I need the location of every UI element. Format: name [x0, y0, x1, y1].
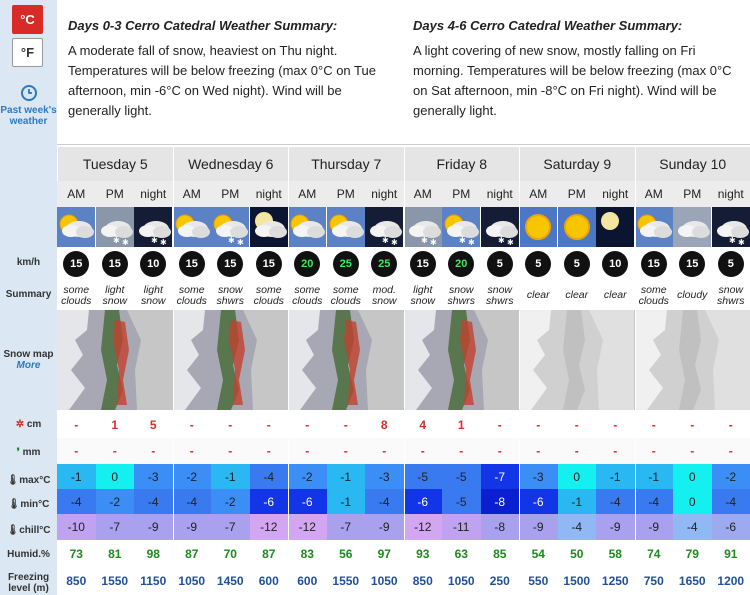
weather-summary: some clouds [61, 283, 92, 307]
freezing-level: 1050 [178, 574, 206, 588]
snow-map[interactable] [635, 310, 750, 410]
thermometer-icon: 🌡 [7, 499, 21, 510]
snow-cm: - [343, 417, 348, 432]
snow-map[interactable] [519, 310, 635, 410]
temp-chill: -11 [442, 514, 481, 540]
cloud-snow-icon [96, 207, 135, 247]
temp-chill: -9 [596, 514, 635, 540]
weather-summary: mod. snow [371, 283, 397, 307]
rain-mm: - [420, 444, 425, 458]
rain-mm: - [151, 444, 156, 458]
period-label: night [486, 187, 513, 201]
weather-summary: snow shwrs [486, 283, 514, 307]
rain-mm: - [728, 444, 733, 458]
weather-summary: light snow [140, 283, 166, 307]
wind-cell [596, 248, 635, 280]
row-label-min: 🌡min°C [7, 499, 50, 510]
day-divider [173, 145, 174, 595]
sidebar [0, 0, 57, 595]
temp-chill: -7 [327, 514, 366, 540]
svg-text:✱: ✱ [420, 236, 428, 245]
weather-summary: snow shwrs [717, 283, 745, 307]
temp-min: -6 [519, 489, 558, 514]
snowmap-more-link[interactable]: More [16, 360, 41, 371]
row-label-freezing: Freezing level (m) [7, 572, 50, 594]
freezing-level: 1250 [601, 574, 629, 588]
snow-cm: 1 [457, 417, 465, 432]
sun-icon [558, 207, 597, 247]
freezing-level: 850 [66, 574, 87, 588]
snow-cm: 5 [149, 417, 157, 432]
temp-max: -3 [134, 464, 173, 489]
wind-speed-badge: 10 [140, 251, 166, 277]
freezing-level: 1500 [563, 574, 591, 588]
snow-cm: - [728, 417, 733, 432]
day-divider [288, 145, 289, 595]
svg-text:✱: ✱ [237, 238, 244, 247]
temp-max: -2 [712, 464, 750, 489]
period-label: PM [336, 187, 355, 201]
temp-max: -2 [288, 464, 327, 489]
period-label: AM [529, 187, 548, 201]
row-label-rain: ❜ mm [16, 447, 41, 458]
moon-icon [596, 207, 635, 247]
temp-max: -3 [519, 464, 558, 489]
wind-cell [173, 248, 212, 280]
weather-summary: cloudy [677, 289, 708, 301]
sun-cloud-icon [57, 207, 96, 247]
row-label-max: 🌡max°C [6, 475, 51, 486]
snow-cm: 8 [380, 417, 388, 432]
wind-speed-badge: 20 [294, 251, 320, 277]
rain-mm: - [228, 444, 233, 458]
svg-text:✱: ✱ [468, 238, 475, 247]
rain-mm: - [574, 444, 579, 458]
period-label: PM [452, 187, 471, 201]
wind-speed-badge: 20 [448, 251, 474, 277]
humidity: 85 [493, 546, 507, 561]
wind-speed-badge: 15 [217, 251, 243, 277]
humidity: 81 [108, 546, 122, 561]
temp-min: -8 [481, 489, 520, 514]
freezing-level: 1650 [678, 574, 706, 588]
period-label: night [140, 187, 167, 201]
row-label-summary: Summary [5, 289, 52, 300]
temp-min: 0 [673, 489, 712, 514]
cloud-snow-icon [404, 207, 443, 247]
fahrenheit-button[interactable]: °F [12, 38, 43, 67]
snow-cm: - [305, 417, 310, 432]
humidity: 97 [377, 546, 391, 561]
summary-text: A light covering of new snow, mostly falling on Fri morning. Temperatures will be below freezing (max 0°C on Sat afternoon, min -8°C on Fri night). Wind will be generally light. [413, 43, 732, 118]
temp-chill: -9 [635, 514, 674, 540]
temp-max: -5 [442, 464, 481, 489]
freezing-level: 600 [297, 574, 318, 588]
rain-mm: - [651, 444, 656, 458]
snow-map[interactable] [57, 310, 173, 410]
temp-max: -7 [481, 464, 520, 489]
wind-speed-badge: 15 [410, 251, 436, 277]
sun-cloud-snow-icon [442, 207, 481, 247]
freezing-level: 1050 [370, 574, 398, 588]
temp-chill: -12 [288, 514, 327, 540]
temp-chill: -7 [211, 514, 250, 540]
rain-mm: - [74, 444, 79, 458]
day-divider [519, 145, 520, 595]
humidity: 73 [69, 546, 83, 561]
summary-days-4-6 [413, 18, 741, 121]
rain-mm: - [536, 444, 541, 458]
humidity: 87 [262, 546, 276, 561]
temp-chill: -4 [673, 514, 712, 540]
night-cloud-snow-icon [481, 207, 520, 247]
humidity: 91 [724, 546, 738, 561]
weather-summary: light snow [102, 283, 127, 307]
temp-max: -2 [173, 464, 212, 489]
humidity: 83 [300, 546, 314, 561]
rain-mm: - [305, 444, 310, 458]
period-label: PM [567, 187, 586, 201]
temp-chill: -12 [404, 514, 443, 540]
wind-cell [712, 248, 750, 280]
moon-cloud-icon [250, 207, 289, 247]
snow-map[interactable] [173, 310, 289, 410]
wind-speed-badge: 15 [256, 251, 282, 277]
svg-text:✱: ✱ [112, 236, 120, 245]
period-label: AM [298, 187, 317, 201]
wind-speed-badge: 15 [679, 251, 705, 277]
snowmap-label: Snow map [3, 349, 54, 360]
row-label-snowmap [0, 349, 57, 371]
temp-max: -1 [596, 464, 635, 489]
temp-min: -2 [211, 489, 250, 514]
weather-summary: some clouds [330, 283, 361, 307]
period-label: night [371, 187, 398, 201]
svg-text:✱: ✱ [160, 238, 167, 247]
wind-cell [327, 248, 366, 280]
period-label: AM [67, 187, 86, 201]
wind-speed-badge: 5 [525, 251, 551, 277]
weather-summary: clear [565, 289, 589, 301]
svg-text:✱: ✱ [121, 238, 129, 247]
weather-summary: clear [603, 289, 627, 301]
temp-min: -2 [96, 489, 135, 514]
sun-icon [519, 207, 558, 247]
humidity: 58 [608, 546, 622, 561]
night-cloud-snow-icon [712, 207, 750, 247]
raindrop-icon: ❜ [16, 447, 20, 458]
snow-cm: 1 [111, 417, 119, 432]
temp-max: 0 [96, 464, 135, 489]
freezing-level: 1550 [332, 574, 360, 588]
wind-cell [96, 248, 135, 280]
temp-min: -4 [57, 489, 96, 514]
snow-cm: - [613, 417, 618, 432]
summary-title: Days 4-6 Cerro Catedral Weather Summary: [413, 18, 683, 33]
rain-mm: - [613, 444, 618, 458]
wind-cell [211, 248, 250, 280]
day-header: Wednesday 6 [173, 147, 289, 181]
svg-text:✱: ✱ [429, 238, 437, 247]
sun-cloud-icon [635, 207, 674, 247]
row-label-wind: km/h [16, 257, 41, 268]
snow-cm: - [651, 417, 656, 432]
day-header: Saturday 9 [519, 147, 635, 181]
weather-summary: snow shwrs [216, 283, 244, 307]
svg-text:✱: ✱ [728, 236, 736, 245]
rain-mm: - [382, 444, 387, 458]
svg-text:✱: ✱ [391, 238, 398, 247]
temp-max: 0 [558, 464, 597, 489]
period-label: PM [221, 187, 240, 201]
rain-mm: - [266, 444, 271, 458]
wind-speed-badge: 25 [371, 251, 397, 277]
temp-chill: -9 [134, 514, 173, 540]
snow-cm: 4 [419, 417, 427, 432]
summary-title: Days 0-3 Cerro Catedral Weather Summary: [68, 18, 338, 33]
wind-cell [134, 248, 173, 280]
temp-min: -6 [250, 489, 289, 514]
wind-cell [481, 248, 520, 280]
wind-speed-badge: 5 [487, 251, 513, 277]
past-weather-link[interactable] [0, 84, 57, 127]
snow-map[interactable] [288, 310, 404, 410]
svg-text:✱: ✱ [228, 236, 235, 245]
rain-mm: - [112, 444, 117, 458]
snow-cm: - [690, 417, 695, 432]
temp-min: -1 [558, 489, 597, 514]
temp-max: -3 [365, 464, 404, 489]
humidity: 63 [454, 546, 468, 561]
rain-mm: - [189, 444, 194, 458]
wind-cell [57, 248, 96, 280]
temp-chill: -9 [519, 514, 558, 540]
day-divider [404, 145, 405, 595]
wind-cell [635, 248, 674, 280]
temp-max: 0 [673, 464, 712, 489]
temp-chill: -7 [96, 514, 135, 540]
snow-cm: - [74, 417, 79, 432]
snow-cm: - [574, 417, 579, 432]
humidity: 93 [416, 546, 430, 561]
night-cloud-snow-icon [134, 207, 173, 247]
day-header: Sunday 10 [635, 147, 750, 181]
weather-summary: light snow [410, 283, 435, 307]
humidity: 98 [146, 546, 160, 561]
temp-chill: -4 [558, 514, 597, 540]
temp-min: -4 [635, 489, 674, 514]
sun-cloud-snow-icon [211, 207, 250, 247]
wind-cell [558, 248, 597, 280]
wind-speed-badge: 15 [63, 251, 89, 277]
wind-cell [442, 248, 481, 280]
wind-speed-badge: 25 [333, 251, 359, 277]
snow-cm: - [228, 417, 233, 432]
temp-max: -1 [635, 464, 674, 489]
svg-text:✱: ✱ [497, 236, 505, 245]
day-header: Thursday 7 [288, 147, 404, 181]
freezing-level: 600 [258, 574, 279, 588]
temp-chill: -10 [57, 514, 96, 540]
period-label: night [602, 187, 629, 201]
temp-chill: -12 [250, 514, 289, 540]
period-label: AM [413, 187, 432, 201]
freezing-level: 250 [489, 574, 510, 588]
temp-min: -4 [173, 489, 212, 514]
temp-min: -6 [404, 489, 443, 514]
summary-days-0-3 [68, 18, 396, 121]
freezing-level: 1150 [140, 574, 167, 588]
freezing-level: 550 [528, 574, 549, 588]
temp-max: -1 [327, 464, 366, 489]
freezing-level: 1200 [717, 574, 745, 588]
weather-summary: some clouds [638, 283, 669, 307]
snow-cm: - [497, 417, 502, 432]
temp-min: -4 [365, 489, 404, 514]
row-label-snow: ✲ cm [15, 419, 42, 430]
temp-max: -4 [250, 464, 289, 489]
row-label-humid: Humid.% [7, 549, 50, 560]
celsius-button[interactable]: °C [12, 5, 43, 34]
rain-mm: - [497, 444, 502, 458]
wind-cell [673, 248, 712, 280]
weather-summary: some clouds [253, 283, 284, 307]
humidity: 50 [570, 546, 584, 561]
snow-map[interactable] [404, 310, 520, 410]
freezing-level: 1550 [101, 574, 129, 588]
temp-min: -5 [442, 489, 481, 514]
clock-icon [20, 84, 38, 102]
svg-text:✱: ✱ [506, 238, 514, 247]
wind-speed-badge: 5 [718, 251, 744, 277]
period-label: AM [644, 187, 663, 201]
snowflake-icon: ✲ [15, 419, 25, 430]
temp-chill: -6 [712, 514, 750, 540]
freezing-level: 1050 [447, 574, 475, 588]
sun-cloud-icon [173, 207, 212, 247]
rain-mm: - [690, 444, 695, 458]
temp-chill: -9 [365, 514, 404, 540]
freezing-level: 1450 [216, 574, 244, 588]
weather-summary: clear [526, 289, 550, 301]
night-cloud-snow-icon [365, 207, 404, 247]
svg-text:✱: ✱ [459, 236, 466, 245]
weather-summary: some clouds [176, 283, 207, 307]
wind-speed-badge: 15 [179, 251, 205, 277]
svg-text:✱: ✱ [737, 238, 745, 247]
temp-max: -1 [211, 464, 250, 489]
wind-speed-badge: 15 [641, 251, 667, 277]
wind-cell [519, 248, 558, 280]
wind-speed-badge: 5 [564, 251, 590, 277]
rain-mm: - [343, 444, 348, 458]
past-weather-label: Past week's weather [0, 105, 57, 127]
humidity: 74 [647, 546, 661, 561]
thermometer-icon: 🌡 [6, 525, 20, 536]
wind-cell [365, 248, 404, 280]
wind-speed-badge: 10 [602, 251, 628, 277]
temp-min: -6 [288, 489, 327, 514]
temp-min: -4 [134, 489, 173, 514]
temp-max: -5 [404, 464, 443, 489]
day-header: Friday 8 [404, 147, 520, 181]
wind-cell [250, 248, 289, 280]
freezing-level: 850 [412, 574, 433, 588]
period-label: night [717, 187, 744, 201]
weather-summary: snow shwrs [447, 283, 475, 307]
sun-cloud-icon [327, 207, 366, 247]
summary-panel [57, 0, 750, 145]
thermometer-icon: 🌡 [6, 475, 20, 486]
temp-chill: -9 [173, 514, 212, 540]
snow-cm: - [266, 417, 271, 432]
humidity: 70 [223, 546, 237, 561]
snow-cm: - [189, 417, 194, 432]
rain-mm: - [459, 444, 464, 458]
freezing-level: 750 [643, 574, 664, 588]
period-label: PM [683, 187, 702, 201]
temp-max: -1 [57, 464, 96, 489]
day-divider [635, 145, 636, 595]
temp-chill: -8 [481, 514, 520, 540]
wind-cell [404, 248, 443, 280]
humidity: 54 [531, 546, 545, 561]
sun-cloud-icon [288, 207, 327, 247]
temp-min: -1 [327, 489, 366, 514]
row-label-chill: 🌡chill°C [6, 525, 51, 536]
wind-speed-badge: 15 [102, 251, 128, 277]
summary-text: A moderate fall of snow, heaviest on Thu night. Temperatures will be below freezing (max 0°C on Tue afternoon, min -6°C on Wed night). Wind will be generally light. [68, 43, 376, 118]
humidity: 56 [339, 546, 353, 561]
wind-cell [288, 248, 327, 280]
svg-text:✱: ✱ [382, 236, 389, 245]
day-header: Tuesday 5 [57, 147, 173, 181]
temp-min: -4 [596, 489, 635, 514]
snow-cm: - [536, 417, 541, 432]
temp-min: -4 [712, 489, 750, 514]
weather-summary: some clouds [292, 283, 323, 307]
humidity: 87 [185, 546, 199, 561]
period-label: AM [182, 187, 201, 201]
period-label: night [255, 187, 282, 201]
svg-text:✱: ✱ [151, 236, 158, 245]
period-label: PM [105, 187, 124, 201]
humidity: 79 [685, 546, 699, 561]
cloud-icon [673, 207, 712, 247]
